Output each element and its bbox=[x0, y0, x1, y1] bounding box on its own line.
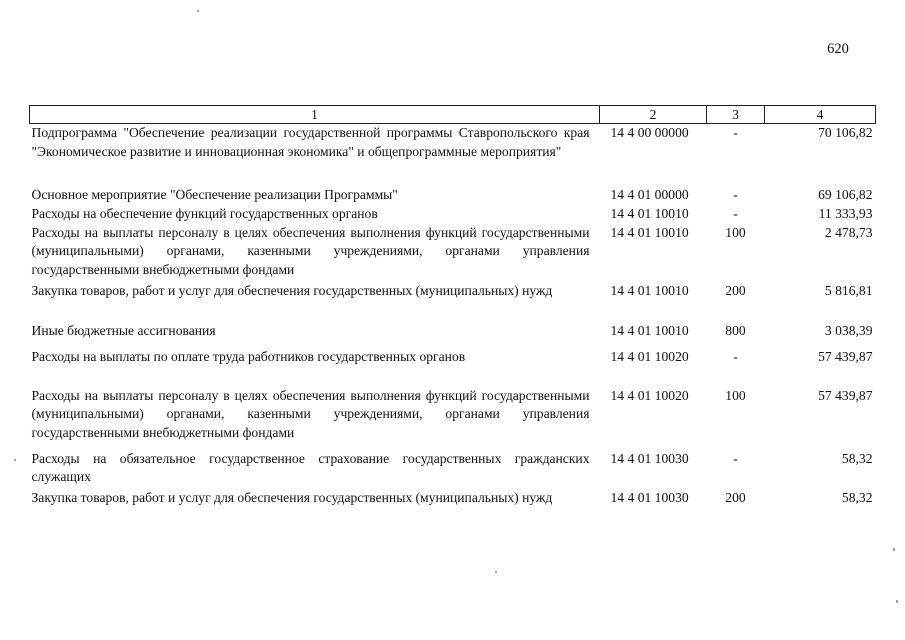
table-row bbox=[30, 124, 876, 186]
row-name: Расходы на выплаты персоналу в целях обеспечения выполнения функций государственными (муниципальными) органами, казенными учреждениями, органами управления государственными внебюджетными фондами bbox=[31, 387, 590, 440]
row-type: - bbox=[733, 186, 738, 202]
scan-speck bbox=[14, 459, 16, 461]
row-type: 200 bbox=[725, 489, 746, 505]
row-amount: 57 439,87 bbox=[818, 348, 873, 364]
row-name: Основное мероприятие "Обеспечение реализации Программы" bbox=[31, 186, 398, 202]
row-type: - bbox=[733, 348, 738, 364]
row-code: 14 4 01 10010 bbox=[610, 205, 689, 221]
row-type: - bbox=[733, 205, 738, 221]
row-name: Расходы на выплаты персоналу в целях обеспечения выполнения функций государственными (муниципальными) органами, казенными учреждениями, органами управления государственными внебюджетными фондами bbox=[31, 224, 590, 277]
table-header bbox=[30, 106, 876, 124]
row-name: Расходы на обязательное государственное страхование государственных гражданских служащих bbox=[31, 450, 590, 485]
row-amount: 3 038,39 bbox=[824, 322, 873, 338]
scan-speck bbox=[495, 571, 497, 573]
row-name: Иные бюджетные ассигнования bbox=[31, 322, 216, 338]
row-code: 14 4 01 10010 bbox=[610, 282, 689, 298]
row-name: Подпрограмма "Обеспечение реализации государственной программы Ставропольского края "Экономическое развитие и инновационная экономика" и общепрограммные мероприятия" bbox=[31, 125, 590, 159]
row-amount: 70 106,82 bbox=[818, 125, 873, 140]
row-amount: 57 439,87 bbox=[818, 387, 873, 403]
row-name: Расходы на выплаты по оплате труда работников государственных органов bbox=[31, 348, 466, 364]
row-amount: 69 106,82 bbox=[818, 186, 873, 202]
row-code: 14 4 01 10020 bbox=[610, 387, 689, 403]
page-number: 620 bbox=[827, 41, 849, 57]
table-row bbox=[30, 224, 876, 282]
row-code: 14 4 01 00000 bbox=[610, 186, 689, 202]
row-name: Расходы на обеспечение функций государственных органов bbox=[31, 205, 378, 221]
row-type: 100 bbox=[725, 387, 746, 403]
row-type: - bbox=[733, 450, 738, 466]
scan-speck bbox=[197, 10, 199, 12]
header-col-4: 4 bbox=[765, 106, 876, 124]
row-amount: 2 478,73 bbox=[824, 224, 873, 240]
row-code: 14 4 01 10010 bbox=[610, 322, 689, 338]
table-row bbox=[30, 348, 876, 387]
row-amount: 11 333,93 bbox=[818, 205, 873, 221]
table-row bbox=[30, 489, 876, 527]
row-name: Закупка товаров, работ и услуг для обеспечения государственных (муниципальных) нужд bbox=[31, 282, 553, 298]
row-name: Закупка товаров, работ и услуг для обеспечения государственных (муниципальных) нужд bbox=[31, 489, 553, 505]
header-col-1: 1 bbox=[30, 106, 600, 124]
row-amount: 5 816,81 bbox=[824, 282, 873, 298]
table-row bbox=[30, 387, 876, 450]
table-row bbox=[30, 282, 876, 322]
row-amount: 58,32 bbox=[841, 489, 873, 505]
table-row bbox=[30, 205, 876, 224]
row-code: 14 4 01 10010 bbox=[610, 224, 689, 240]
budget-table bbox=[29, 105, 876, 527]
row-code: 14 4 00 00000 bbox=[610, 125, 689, 140]
table-row bbox=[30, 322, 876, 348]
scan-speck bbox=[896, 600, 898, 603]
scan-speck bbox=[893, 548, 895, 551]
header-col-2: 2 bbox=[600, 106, 707, 124]
row-type: 100 bbox=[725, 224, 746, 240]
row-type: - bbox=[733, 125, 738, 140]
table-body bbox=[30, 124, 876, 527]
table-row bbox=[30, 186, 876, 205]
table-row bbox=[30, 450, 876, 489]
row-code: 14 4 01 10030 bbox=[610, 489, 689, 505]
row-type: 800 bbox=[725, 322, 746, 338]
row-code: 14 4 01 10030 bbox=[610, 450, 689, 466]
header-row bbox=[30, 106, 876, 124]
row-type: 200 bbox=[725, 282, 746, 298]
row-amount: 58,32 bbox=[841, 450, 873, 466]
header-col-3: 3 bbox=[707, 106, 765, 124]
row-code: 14 4 01 10020 bbox=[610, 348, 689, 364]
